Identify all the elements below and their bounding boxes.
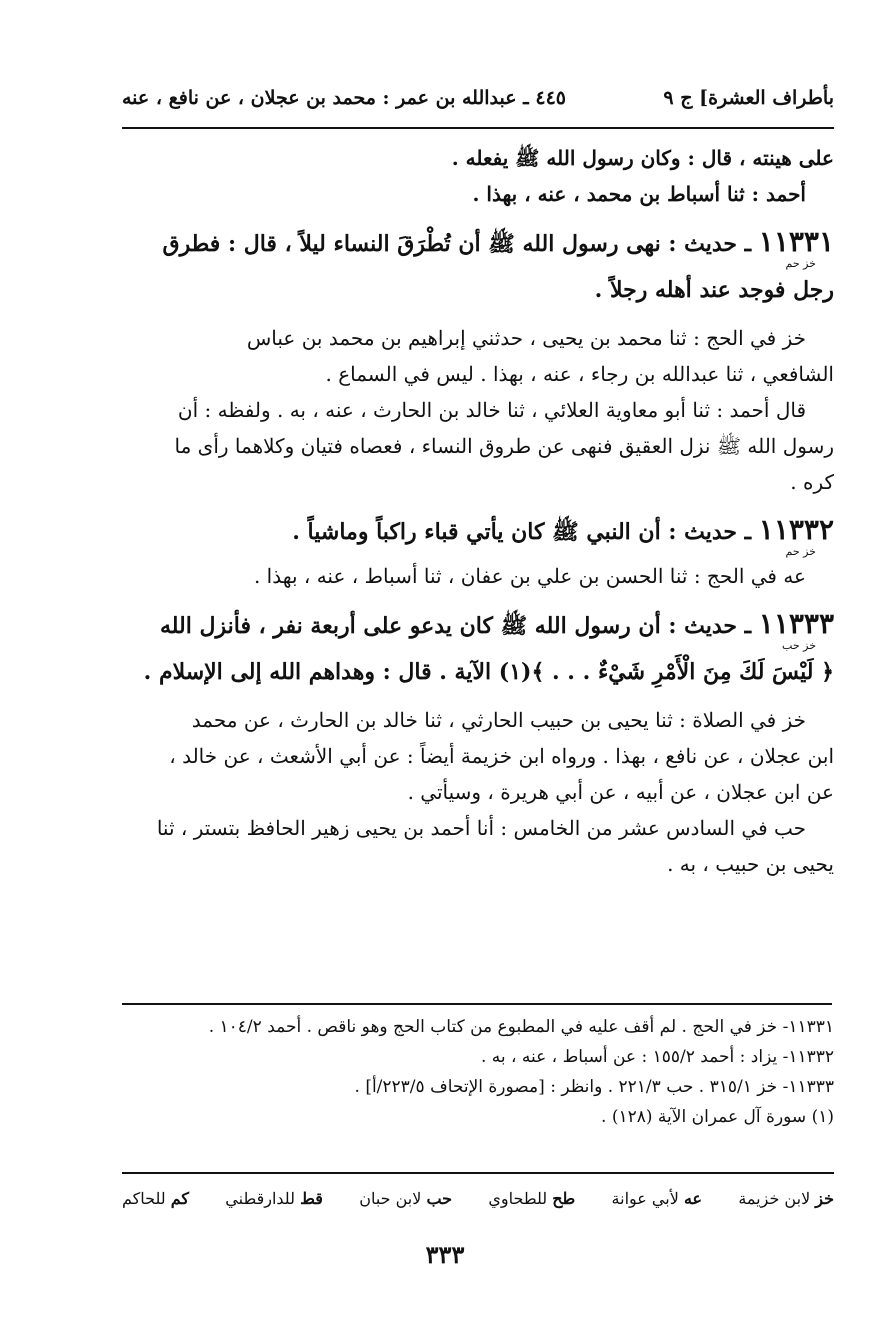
header-chapter: ٤٤٥ ـ عبدالله بن عمر : محمد بن عجلان ، عن نافع ، عنه [122,87,566,109]
footnote: ١١٣٣١- خز في الحج . لم أقف عليه في المطبوع من كتاب الحج وهو ناقص . أحمد ١٠٤/٢ . [208,1017,834,1037]
hadith-heading [122,222,834,264]
abbreviation-legend [122,1182,834,1214]
footnote: (١) سورة آل عمران الآية (١٢٨) . [601,1107,834,1127]
text-line: يحيى بن حبيب ، به . [667,852,834,876]
hadith-number: ١١٣٣٢ [758,513,834,546]
text-line: على هينته ، قال : وكان رسول الله ﷺ يفعله . [451,146,834,170]
text-line: ابن عجلان ، عن نافع ، بهذا . ورواه ابن خزيمة أيضاً : عن أبي الأشعث ، عن خالد ، [169,744,834,768]
text-line: كره . [790,470,834,494]
text-line: الشافعي ، ثنا عبدالله بن رجاء ، عنه ، بهذا . ليس في السماع . [325,362,834,386]
hadith-text: ـ حديث : أن النبي ﷺ كان يأتي قباء راكباً وماشياً . [292,519,752,545]
text-line: حب في السادس عشر من الخامس : أنا أحمد بن يحيى زهير الحافظ بتستر ، ثنا [156,816,806,840]
header-volume: بأطراف العشرة] ج ٩ [663,87,834,109]
legend-rule [122,1172,834,1174]
legend-item: حب لابن حبان [359,1188,453,1208]
legend-item: قط للدارقطني [225,1188,323,1208]
header-rule [122,127,834,129]
running-header [122,78,834,118]
hadith-text-line: رجل فوجد عند أهله رجلاً . [594,277,834,303]
legend-item: عه لأبي عوانة [611,1188,703,1208]
legend-item: طح للطحاوي [488,1188,576,1208]
text-line: خز في الصلاة : ثنا يحيى بن حبيب الحارثي ، ثنا خالد بن الحارث ، عن محمد [191,708,806,732]
hadith-sigla: خز حم [785,257,816,270]
footnote: ١١٣٣٣- خز ٣١٥/١ . حب ٢٢١/٣ . وانظر : [مصورة الإتحاف ٢٢٣/٥/أ] . [354,1077,834,1097]
footnote-rule [122,1003,832,1005]
hadith-number: ١١٣٣٣ [758,607,834,640]
page-number: ٣٣٣ [425,1240,465,1269]
hadith-number: ١١٣٣١ [758,225,834,258]
text-line: عن ابن عجلان ، عن أبيه ، عن أبي هريرة ، وسيأتي . [407,780,834,804]
text-line: قال أحمد : ثنا أبو معاوية العلائي ، ثنا خالد بن الحارث ، عنه ، به . ولفظه : أن [177,398,806,422]
hadith-text: ـ حديث : أن رسول الله ﷺ كان يدعو على أربعة نفر ، فأنزل الله [159,613,752,639]
main-text [122,140,834,882]
text-line: خز في الحج : ثنا محمد بن يحيى ، حدثني إبراهيم بن محمد بن عباس [246,326,806,350]
hadith-text-line: ﴿ لَيْسَ لَكَ مِنَ الْأَمْرِ شَيْءٌ . . . ﴾(١) الآية . قال : وهداهم الله إلى الإسلام . [143,659,834,685]
hadith-text: ـ حديث : نهى رسول الله ﷺ أن تُطْرَقَ النساء ليلاً ، قال : فطرق [162,231,752,257]
text-line: رسول الله ﷺ نزل العقيق فنهى عن طروق النساء ، فعصاه فتيان وكلاهما رأى ما [174,434,834,458]
text-line: أحمد : ثنا أسباط بن محمد ، عنه ، بهذا . [472,182,806,206]
footnote: ١١٣٣٢- يزاد : أحمد ١٥٥/٢ : عن أسباط ، عنه ، به . [480,1047,834,1067]
legend-item: كم للحاكم [122,1188,189,1208]
hadith-heading [122,604,834,646]
hadith-sigla: خز حب [782,639,816,652]
hadith-sigla: خز حم [785,545,816,558]
legend-item: خز لابن خزيمة [738,1188,834,1208]
footnotes [122,1012,834,1132]
text-line: عه في الحج : ثنا الحسن بن علي بن عفان ، ثنا أسباط ، عنه ، بهذا . [253,564,806,588]
